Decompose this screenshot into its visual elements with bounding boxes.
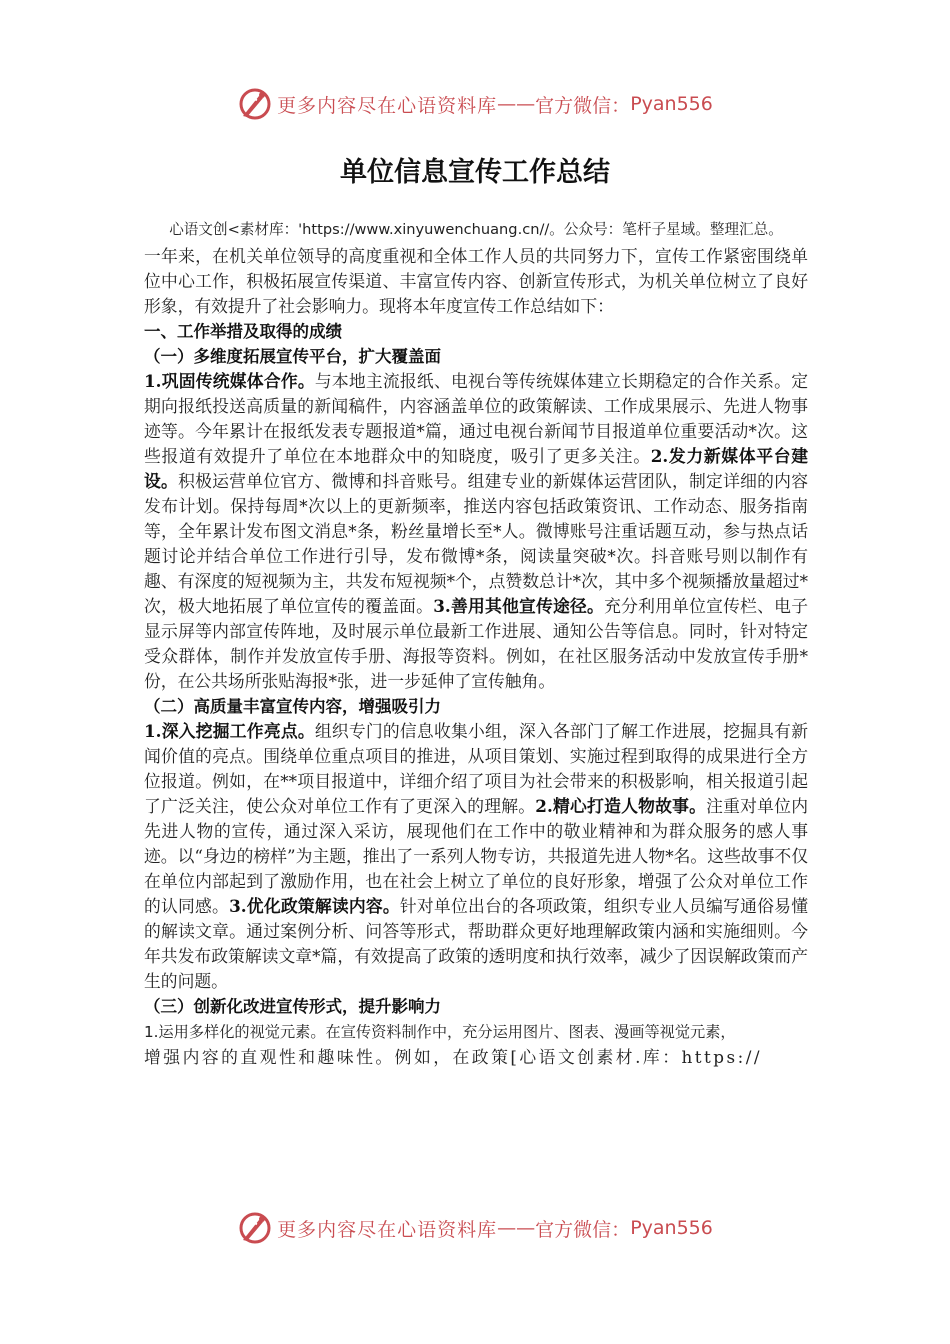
paragraph-text: 与本地主流报纸、电视台等传统媒体建立长期稳定的合作关系。定期向报纸投送高质量的新闻稿件，内容涵盖单位的政策解读、工作成果展示、先进人物事迹等。今年累计在报纸发表专题报道*篇，通过电视台新闻节目报道单位重要活动*次。这些报道有效提升了单位在本地群众中的知晓度，吸引了更多关注。 — [144, 371, 808, 466]
document-title: 单位信息宣传工作总结 — [340, 157, 610, 188]
banner-text: 更多内容尽在心语资料库 — [277, 1218, 498, 1241]
subsection-heading: （二）高质量丰富宣传内容，增强吸引力 — [144, 697, 441, 716]
paragraph-text: 组织专门的信息收集小组，深入各部门了解工作进展，挖掘具有新闻价值的亮点。围绕单位重点项目的推进，从项目策划、实施过程到取得的成果进行全方位报道。例如，在**项目报道中，详细介绍了项目为社会带来的积极影响，相关报道引起了广泛关注，使公众对单位工作有了更深入的理解。 — [144, 721, 808, 816]
banner-text: 更多内容尽在心语资料库 — [277, 94, 498, 117]
intro-paragraph: 一年来，在机关单位领导的高度重视和全体工作人员的共同努力下，宣传工作紧密围绕单位中心工作，积极拓展宣传渠道、丰富宣传内容、创新宣传形式，为机关单位树立了良好形象，有效提升了社会影响力。现将本年度宣传工作总结如下： — [144, 246, 808, 316]
paragraph-text: 充分利用单位宣传栏、电子显示屏等内部宣传阵地，及时展示单位最新工作进展、通知公告等信息。同时，针对特定受众群体，制作并发放宣传手册、海报等资料。例如，在社区服务活动中发放宣传手册*份，在公共场所张贴海报*张，进一步延伸了宣传触角。 — [144, 596, 808, 691]
paragraph-text: 针对单位出台的各项政策，组织专业人员编写通俗易懂的解读文章。通过案例分析、问答等形式，帮助群众更好地理解政策内涵和实施细则。今年共发布政策解读文章*篇，有效提高了政策的透明度和执行效率，减少了因误解政策而产生的问题。 — [144, 896, 808, 991]
paragraph-text: 积极运营单位官方、微博和抖音账号。组建专业的新媒体运营团队，制定详细的内容发布计划。保持每周*次以上的更新频率，推送内容包括政策资讯、工作动态、服务指南等，全年累计发布图文消息*条，粉丝量增长至*人。微博账号注重话题互动，参与热点话题讨论并结合单位工作进行引导，发布微博*条，阅读量突破*次。抖音账号则以制作有趣、有深度的短视频为主，共发布短视频*个，点赞数总计*次，其中多个视频播放量超过*次，极大地拓展了单位宣传的覆盖面。 — [144, 471, 808, 616]
brush-logo-icon — [237, 86, 273, 122]
paragraph-lead: 2.精心打造人物故事。 — [535, 796, 707, 816]
paragraph-lead: 1.深入挖掘工作亮点。 — [144, 721, 315, 741]
banner-wechat-id: Pyan556 — [630, 1217, 713, 1239]
paragraph-lead: 3.善用其他宣传途径。 — [433, 596, 605, 616]
document-body — [144, 218, 808, 1070]
brush-logo-icon — [237, 1210, 273, 1246]
source-line: 心语文创<素材库：'https://www.xinyuwenchuang.cn//。公众号：笔杆子星域。整理汇总。 — [169, 221, 783, 238]
paragraph — [144, 719, 808, 994]
paragraph-line: 1.运用多样化的视觉元素。在宣传资料制作中，充分运用图片、图表、漫画等视觉元素， — [144, 1023, 736, 1041]
subsection-heading: （三）创新化改进宣传形式，提升影响力 — [144, 997, 441, 1016]
banner-wechat-label: 官方微信： — [535, 94, 631, 117]
banner-separator: —— — [497, 1217, 536, 1239]
paragraph-lead: 2.发力新媒体平台建设。 — [144, 446, 808, 491]
banner-separator: —— — [497, 93, 536, 115]
banner-wechat-id: Pyan556 — [630, 93, 713, 115]
paragraph — [144, 369, 808, 694]
paragraph-line: 增强内容的直观性和趣味性。例如，在政策[心语文创素材.库：https:// — [144, 1047, 763, 1067]
paragraph-lead: 3.优化政策解读内容。 — [229, 896, 400, 916]
banner-wechat-label: 官方微信： — [535, 1218, 631, 1241]
paragraph-text: 注重对单位内先进人物的宣传，通过深入采访，展现他们在工作中的敬业精神和为群众服务的感人事迹。以“身边的榜样”为主题，推出了一系列人物专访，共报道先进人物*名。这些故事不仅在单位内部起到了激励作用，也在社会上树立了单位的良好形象，增强了公众对单位工作的认同感。 — [144, 796, 808, 916]
paragraph-lead: 1.巩固传统媒体合作。 — [144, 371, 315, 391]
footer-banner — [0, 1208, 950, 1248]
section-heading: 一、工作举措及取得的成绩 — [144, 322, 342, 341]
subsection-heading: （一）多维度拓展宣传平台，扩大覆盖面 — [144, 347, 441, 366]
header-banner — [0, 84, 950, 124]
